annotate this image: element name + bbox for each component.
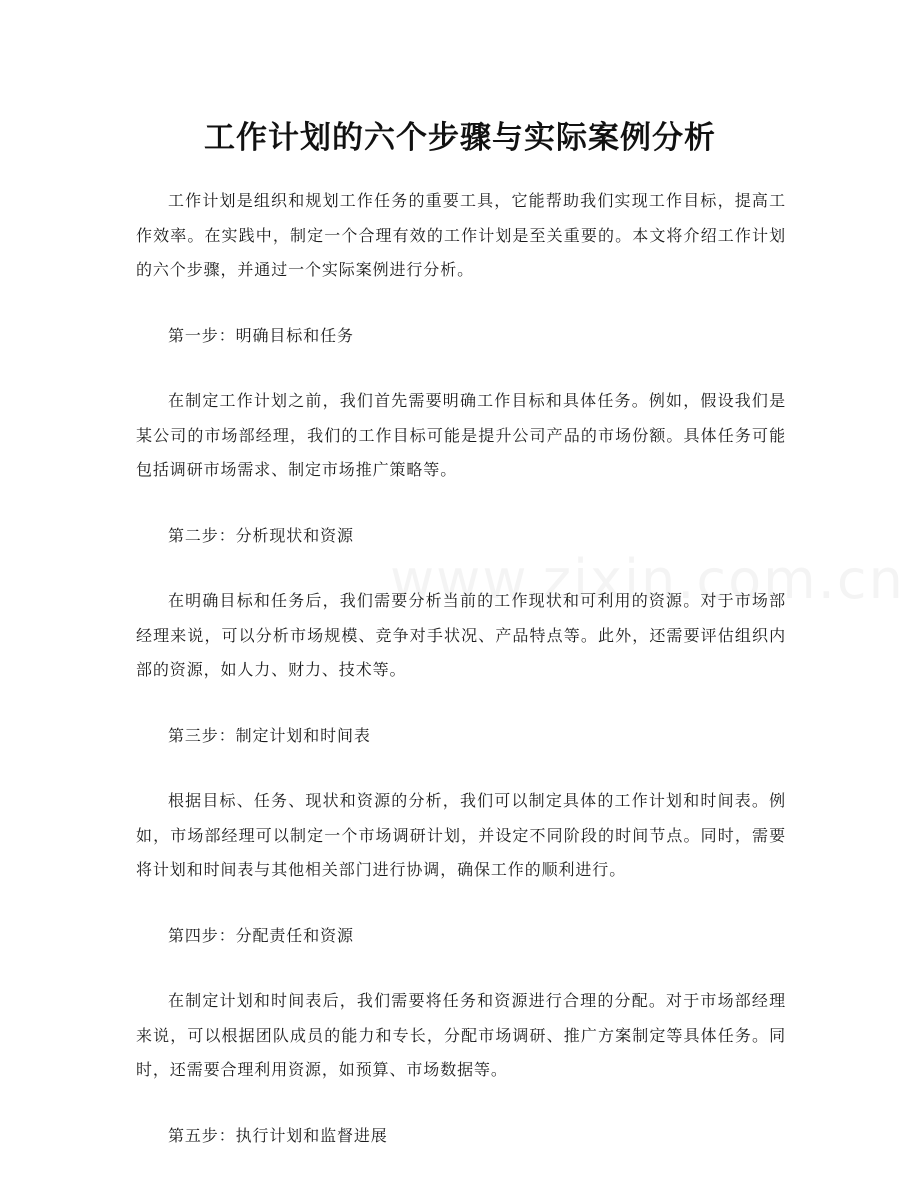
step-4-paragraph: 在制定计划和时间表后，我们需要将任务和资源进行合理的分配。对于市场部经理来说，可以根据团队成员的能力和专长，分配市场调研、推广方案制定等具体任务。同时，还需要合理利用资源，如预算、市场数据等。 (136, 991, 786, 1079)
step-2-paragraph: 在明确目标和任务后，我们需要分析当前的工作现状和可利用的资源。对于市场部经理来说，可以分析市场规模、竞争对手状况、产品特点等。此外，还需要评估组织内部的资源，如人力、财力、技术等。 (136, 591, 786, 679)
document-title: 工作计划的六个步骤与实际案例分析 (204, 120, 716, 156)
step-5-heading: 第五步：执行计划和监督进展 (168, 1125, 388, 1145)
step-3-paragraph: 根据目标、任务、现状和资源的分析，我们可以制定具体的工作计划和时间表。例如，市场部经理可以制定一个市场调研计划，并设定不同阶段的时间节点。同时，需要将计划和时间表与其他相关部门进行协调，确保工作的顺利进行。 (136, 791, 786, 879)
step-3-heading: 第三步：制定计划和时间表 (168, 725, 371, 745)
step-1-heading: 第一步：明确目标和任务 (168, 325, 354, 345)
intro-paragraph: 工作计划是组织和规划工作任务的重要工具，它能帮助我们实现工作目标，提高工作效率。在实践中，制定一个合理有效的工作计划是至关重要的。本文将介绍工作计划的六个步骤，并通过一个实际案例进行分析。 (136, 191, 786, 279)
step-4-heading: 第四步：分配责任和资源 (168, 925, 354, 945)
document-body (136, 184, 786, 1184)
step-2-heading: 第二步：分析现状和资源 (168, 525, 354, 545)
step-1-paragraph: 在制定工作计划之前，我们首先需要明确工作目标和具体任务。例如，假设我们是某公司的市场部经理，我们的工作目标可能是提升公司产品的市场份额。具体任务可能包括调研市场需求、制定市场推广策略等。 (136, 391, 786, 479)
